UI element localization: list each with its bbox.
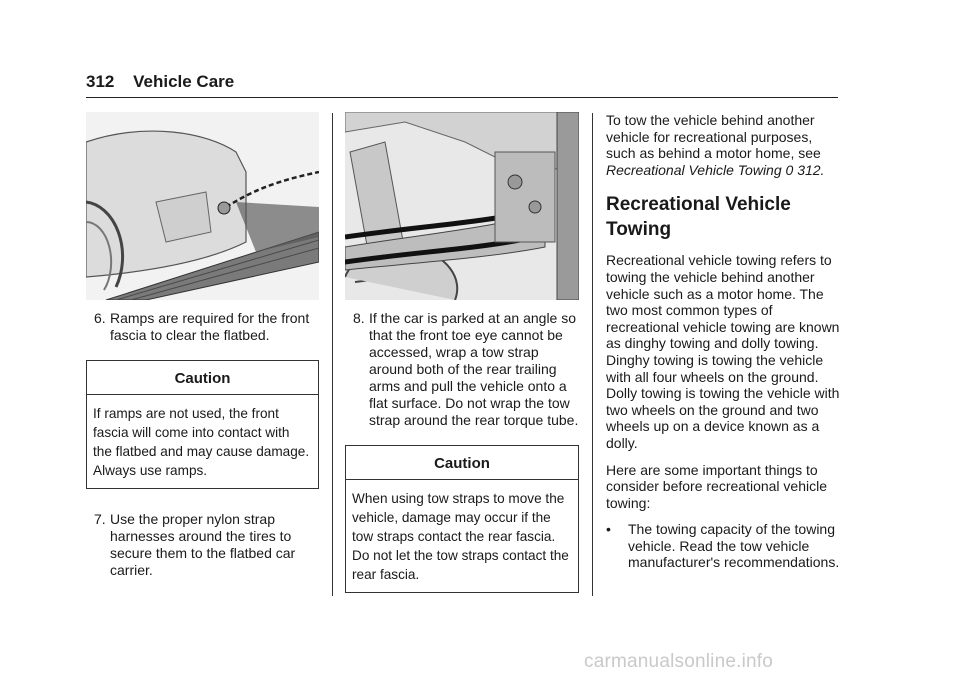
caution-box-1: [86, 360, 319, 489]
cross-reference-title: Recreational Vehicle Towing: [606, 161, 782, 178]
middle-column: [345, 112, 579, 593]
step-7: [86, 511, 319, 579]
intro-text: To tow the vehicle behind another vehicle for recreational purposes, such as behind a motor home, see: [606, 112, 821, 162]
page-number: 312: [86, 72, 115, 91]
step-7-text: Use the proper nylon strap harnesses around the tires to secure them to the flatbed car carrier.: [110, 511, 296, 578]
section-title-header: Vehicle Care: [133, 72, 235, 91]
rear-trailing-arm-illustration: [345, 112, 579, 300]
cross-reference-page: 312.: [797, 161, 825, 178]
step-6: [86, 310, 319, 344]
bullet-item-1: [606, 521, 840, 571]
caution-title-1: Caution: [87, 361, 318, 395]
section-heading: Recreational Vehicle Towing: [606, 194, 791, 241]
bullet-dot: •: [606, 521, 611, 538]
bullet-text-1: The towing capacity of the towing vehicle. Read the tow vehicle manufacturer's recommendations.: [628, 521, 840, 571]
paragraph-1: Recreational vehicle towing refers to towing the vehicle behind another vehicle such as a motor home. The two most common types of recreational vehicle towing are known as dinghy towing and dolly towing. Dinghy towing is towing the vehicle with all four wheels on the ground. Dolly towing is towing the vehicle with two wheels on the ground and two wheels up on a device known as a dolly.: [606, 252, 840, 451]
step-6-text: Ramps are required for the front fascia to clear the flatbed.: [110, 310, 310, 343]
cross-reference-link[interactable]: [606, 162, 824, 178]
column-divider-2: [592, 113, 593, 596]
intro-paragraph: [606, 112, 840, 178]
column-divider-1: [332, 113, 333, 596]
step-8: [345, 310, 579, 429]
caution-box-2: [345, 445, 579, 593]
page-reference-icon: 0: [785, 161, 794, 178]
page-header: [86, 72, 234, 92]
caution-body-1: If ramps are not used, the front fascia will come into contact with the flatbed and may cause damage. Always use ramps.: [93, 406, 310, 478]
left-column: [86, 112, 319, 579]
step-8-text: If the car is parked at an angle so that the front toe eye cannot be accessed, wrap a tow strap around both of the rear trailing arms and pull the vehicle onto a flat surface. Do not wrap the tow strap around the rear torque tube.: [369, 310, 579, 428]
caution-title-2: Caution: [346, 446, 578, 480]
flatbed-ramp-illustration: [86, 112, 319, 300]
caution-body-2: When using tow straps to move the vehicle, damage may occur if the tow straps contact the rear fascia. Do not let the tow straps contact the rear fascia.: [352, 491, 569, 582]
header-rule: [86, 97, 838, 98]
watermark: carmanualsonline.info: [584, 651, 774, 672]
paragraph-2: Here are some important things to consider before recreational vehicle towing:: [606, 461, 828, 511]
step-8-number: 8.: [353, 310, 365, 326]
right-column: [606, 112, 840, 571]
step-6-number: 6.: [94, 310, 106, 326]
step-7-number: 7.: [94, 511, 106, 527]
